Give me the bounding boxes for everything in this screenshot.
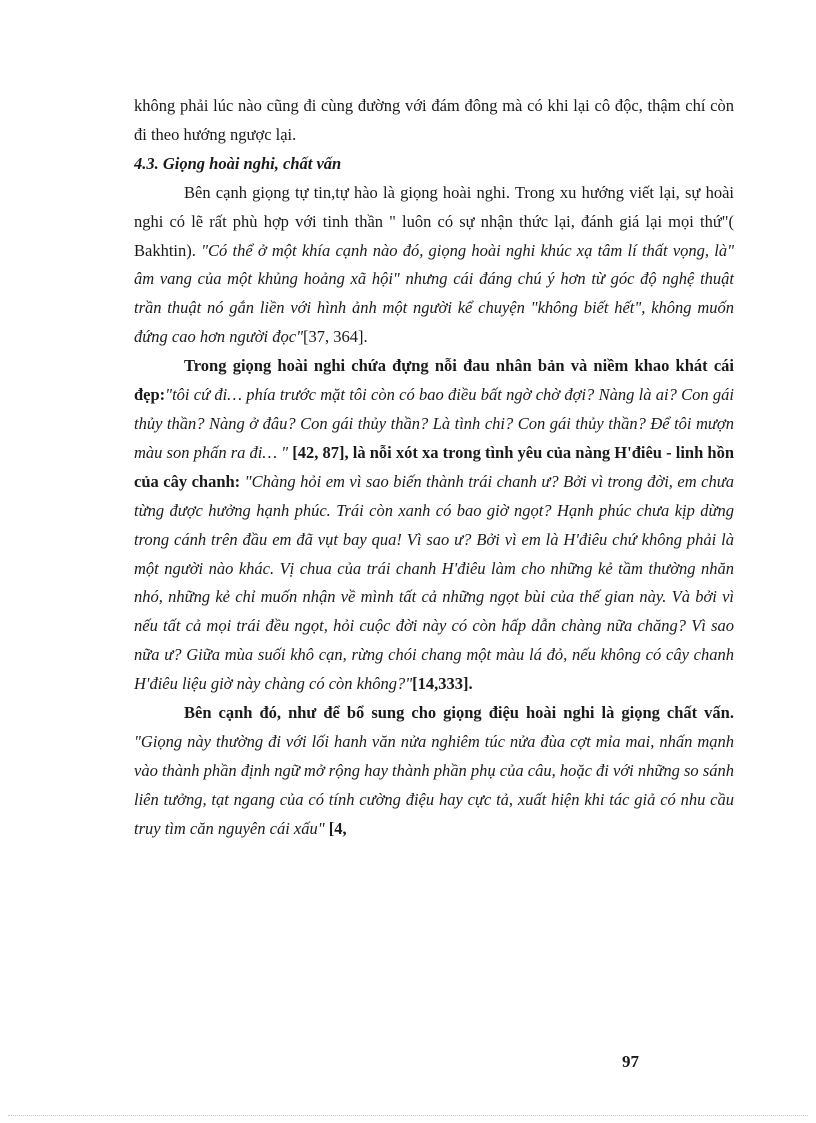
citation: [37, 364]. [303, 327, 368, 347]
paragraph-lead: Trong giọng hoài nghi chứa đựng nỗi đau nhân bản và niềm khao khát cái đẹp: [134, 356, 734, 405]
paragraph-lead: Bên cạnh đó, như để bổ sung cho giọng điệu hoài nghi là giọng chất vấn. [184, 703, 734, 723]
quote-text: "Giọng này thường đi với lối hanh văn nửa nghiêm túc nửa đùa cợt mỉa mai, nhấn mạnh vào thành phần định ngữ mở rộng hay thành phần phụ của câu, hoặc đi với những so sánh liên tưởng, tạt ngang của có tính cường điệu hay cực tả, xuất hiện khi tác giả có nhu cầu truy tìm căn nguyên cái xấu" [134, 731, 734, 838]
citation: [4, [324, 818, 347, 838]
page-number: 97 [622, 1052, 639, 1071]
paragraph-mid-text: [42, 87], là nỗi xót xa trong tình yêu của nàng H'điêu - linh hồn của cây chanh: [134, 442, 734, 491]
citation: [14,333]. [412, 674, 473, 694]
section-heading: 4.3. Giọng hoài nghi, chất vấn [134, 153, 342, 173]
paragraph-questioning [134, 699, 734, 844]
paragraph-pain-and-longing [134, 352, 734, 699]
page-bottom-divider [8, 1115, 808, 1116]
quote-text: "Có thể ở một khía cạnh nào đó, giọng hoài nghi khúc xạ tâm lí thất vọng, là" âm vang của một khủng hoảng xã hội" nhưng cái đáng chú ý hơn từ góc độ nghệ thuật trần thuật nó gắn liền với hình ảnh một người kể chuyện "không biết hết", không muốn đứng cao hơn người đọc" [134, 240, 734, 347]
document-body [134, 92, 734, 844]
paragraph-text: Bên cạnh giọng tự tin,tự hào là giọng hoài nghi. Trong xu hướng viết lại, sự hoài nghi có lẽ rất phù hợp với tinh thần " luôn có sự nhận thức lại, đánh giá lại mọi thứ"( Bakhtin). [134, 182, 734, 260]
paragraph-continued: không phải lúc nào cũng đi cùng đường với đám đông mà có khi lại cô độc, thậm chí còn đi theo hướng ngược lại. [134, 96, 734, 144]
paragraph-skepticism [134, 179, 734, 352]
quote-text: "tôi cứ đi… phía trước mặt tôi còn có bao điều bất ngờ chờ đợi? Nàng là ai? Con gái thủy thần? Nàng ở đâu? Con gái thủy thần? Là tình chi? Con gái thủy thần? Để tôi mượn màu son phấn ra đi… " [134, 385, 734, 462]
quote-text: "Chàng hỏi em vì sao biến thành trái chanh ư? Bởi vì trong đời, em chưa từng được hưởng hạnh phúc. Trái còn xanh có bao giờ ngọt? Hạnh phúc chưa kịp dừng trong cánh trên đầu em đã vụt bay qua! Vì sao ư? Bởi vì em là H'điêu chứ không phải là một người nào khác. Vị chua của trái chanh H'điêu làm cho những kẻ tầm thường nhăn nhó, những kẻ chỉ muốn nhận về mình tất cả những ngọt bùi của thế gian này. Và bởi vì nếu tất cả mọi trái đều ngọt, hỏi cuộc đời này có còn hấp dẫn chàng nữa chăng? Vì sao nữa ư? Giữa mùa suối khô cạn, rừng chói chang một màu lá đỏ, nếu không có cây chanh H'điêu liệu giờ này chàng có còn không?" [134, 471, 734, 694]
